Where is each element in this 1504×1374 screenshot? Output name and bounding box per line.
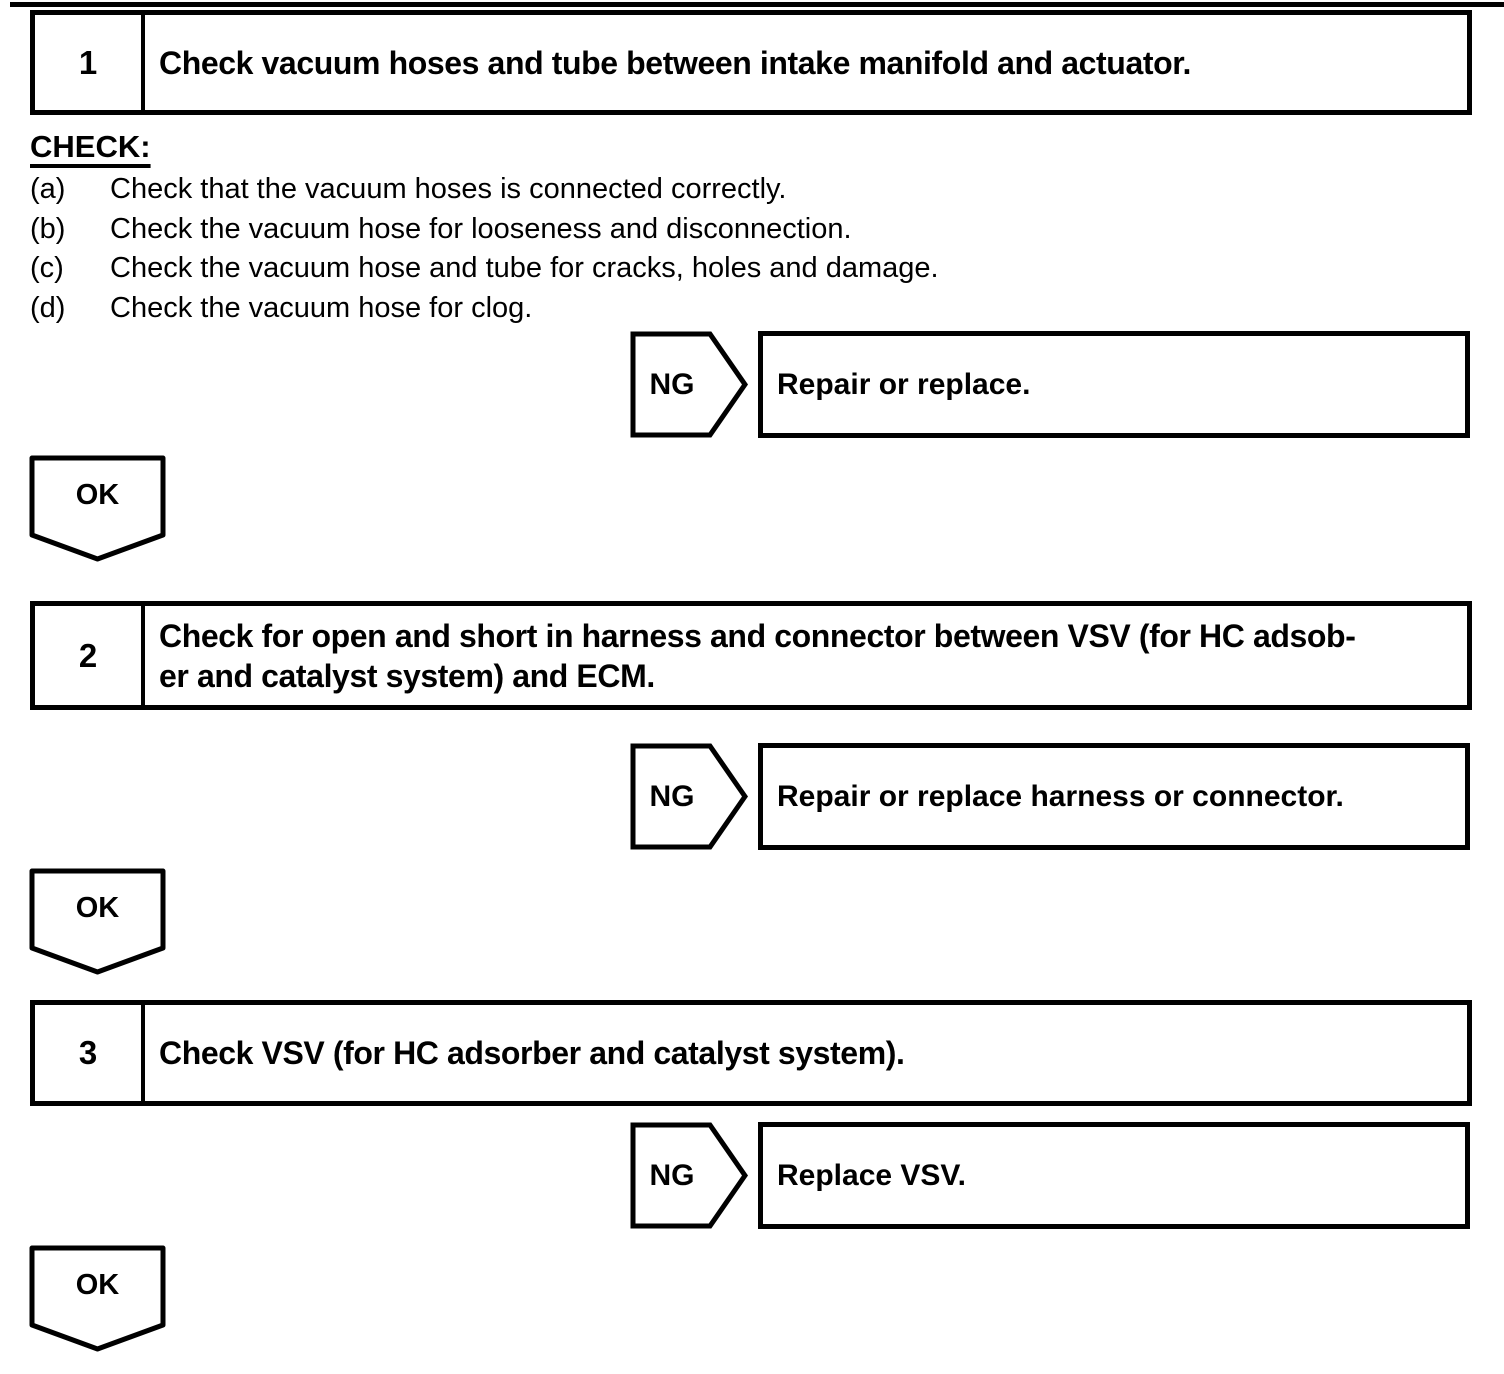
- check-item-c: [30, 248, 939, 288]
- ok-connector-2: [29, 868, 166, 975]
- check-item-c-label: (c): [30, 251, 64, 284]
- ok-connector-1: [29, 455, 166, 562]
- ng-connector-2: [630, 743, 748, 850]
- check-item-b-text: Check the vacuum hose for looseness and disconnection.: [110, 212, 852, 245]
- check-item-a-text: Check that the vacuum hoses is connected correctly.: [110, 172, 787, 205]
- ng-connector-1: [630, 331, 748, 438]
- ng-result-text-2: Repair or replace harness or connector.: [777, 779, 1344, 813]
- step-1-title: [145, 15, 1467, 110]
- step-3-box: [30, 1000, 1472, 1106]
- step-2-title-line-2: er and catalyst system) and ECM.: [159, 657, 655, 694]
- ng-result-text-3: Replace VSV.: [777, 1158, 967, 1192]
- ng-result-box-3: [758, 1122, 1470, 1229]
- step-1-title-line: Check vacuum hoses and tube between intake manifold and actuator.: [159, 44, 1192, 81]
- check-heading: CHECK:: [30, 129, 151, 164]
- check-item-c-text: Check the vacuum hose and tube for cracks, holes and damage.: [110, 251, 939, 284]
- ok-connector-3: [29, 1245, 166, 1352]
- step-2-title: [145, 606, 1467, 705]
- top-rule: [10, 2, 1504, 7]
- ng-connector-3: [630, 1122, 748, 1229]
- step-1-number: 1: [35, 15, 145, 110]
- ng-result-text-1: Repair or replace.: [777, 367, 1031, 401]
- step-3-title: [145, 1005, 1467, 1101]
- ng-label-2: NG: [649, 779, 695, 813]
- check-item-b-label: (b): [30, 212, 66, 245]
- check-item-a: [30, 169, 786, 209]
- ok-label-3: OK: [75, 1268, 120, 1301]
- ng-result-box-1: [758, 331, 1470, 438]
- step-2-title-line-1: Check for open and short in harness and connector between VSV (for HC adsob-: [159, 617, 1356, 654]
- step-3-title-line: Check VSV (for HC adsorber and catalyst system).: [159, 1035, 905, 1071]
- check-item-d: [30, 288, 532, 328]
- ng-result-box-2: [758, 743, 1470, 850]
- ng-label-1: NG: [649, 367, 695, 401]
- ok-label-2: OK: [75, 891, 120, 924]
- step-2-number: 2: [35, 606, 145, 705]
- check-item-b: [30, 209, 852, 249]
- check-item-a-label: (a): [30, 172, 66, 205]
- check-item-d-label: (d): [30, 291, 66, 324]
- ng-label-3: NG: [649, 1158, 695, 1192]
- step-2-box: [30, 601, 1472, 710]
- step-3-number: 3: [35, 1005, 145, 1101]
- check-item-d-text: Check the vacuum hose for clog.: [110, 291, 533, 324]
- ok-label-1: OK: [75, 478, 120, 511]
- step-1-box: [30, 10, 1472, 115]
